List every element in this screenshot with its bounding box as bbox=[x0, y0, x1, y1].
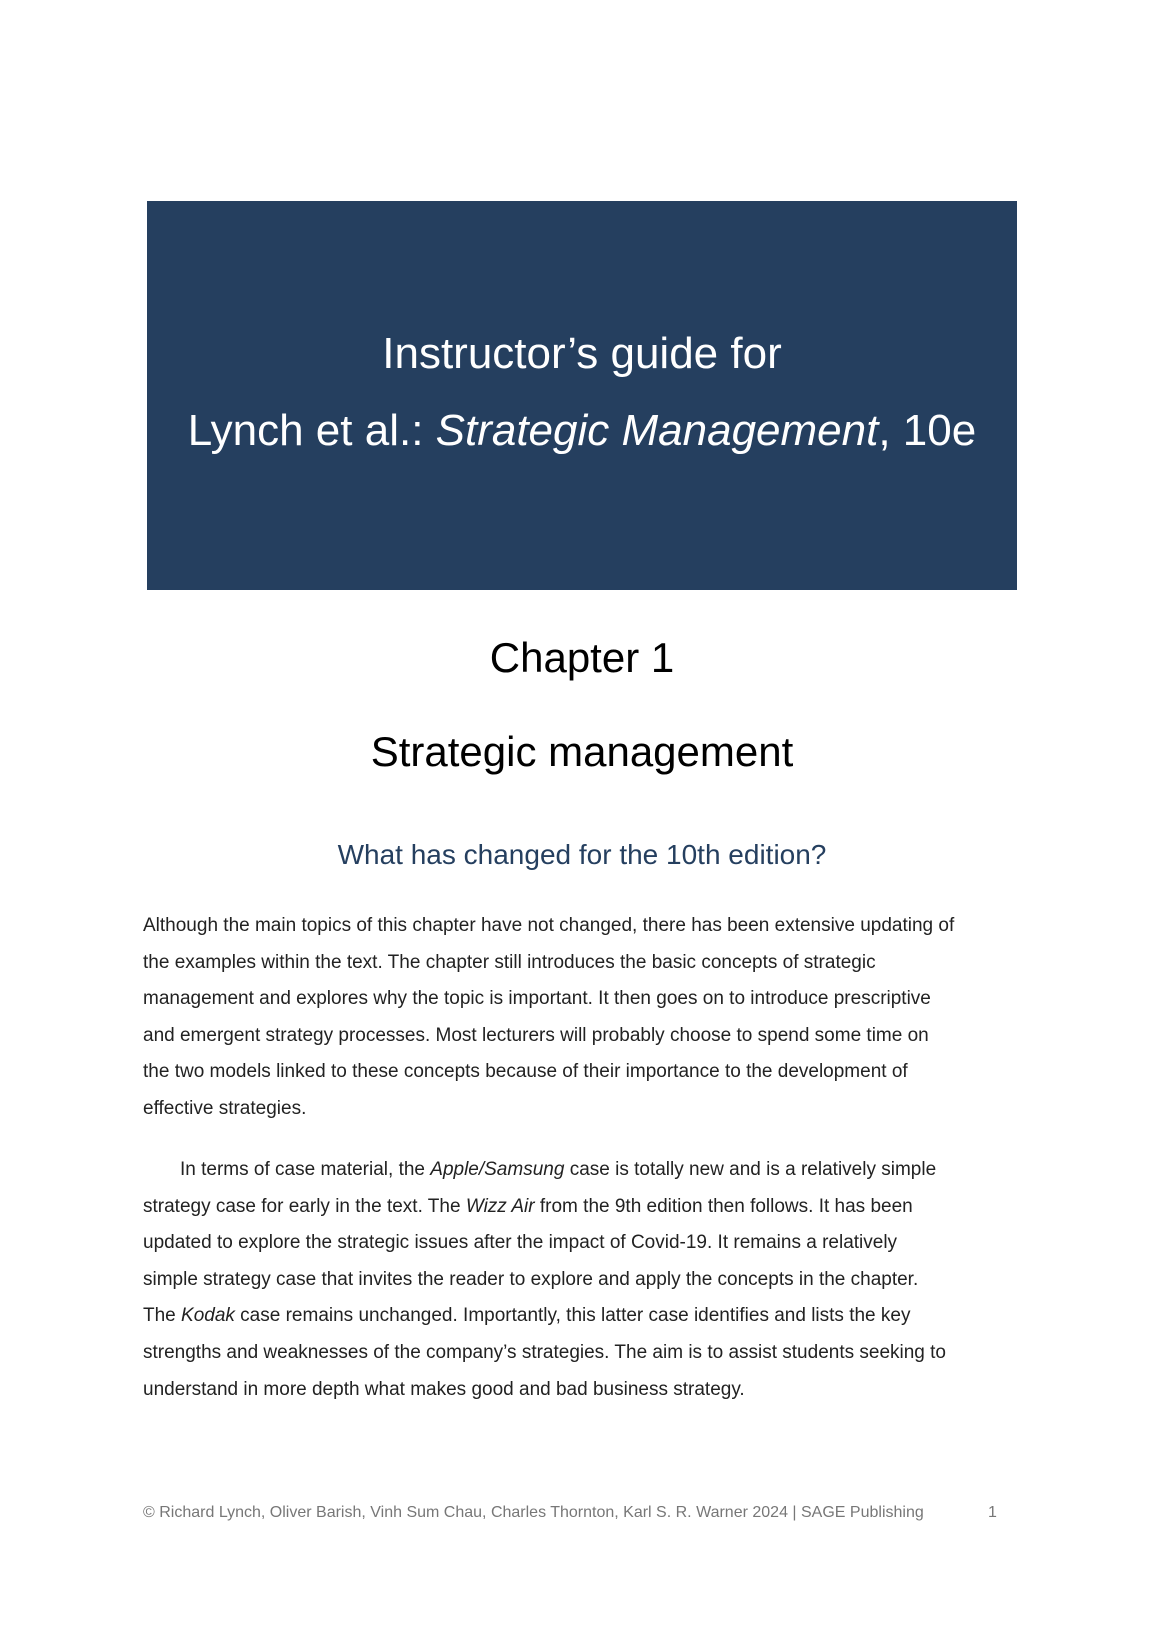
paragraph-case-material bbox=[143, 1152, 1023, 1408]
case-name-wizz-air: Wizz Air bbox=[465, 1195, 535, 1217]
case-name-apple-samsung: Apple/Samsung bbox=[430, 1159, 565, 1180]
text-run: case remains unchanged. Importantly, this latter case identifies and lists the key bbox=[234, 1305, 911, 1327]
text-run: from the 9th edition then follows. It has been bbox=[534, 1195, 913, 1217]
paragraph-line: and emergent strategy processes. Most lecturers will probably choose to spend some time on bbox=[143, 1024, 929, 1046]
banner-authors: Lynch et al.: bbox=[187, 406, 436, 455]
banner-book-title bbox=[147, 401, 1017, 461]
paragraph-line: the two models linked to these concepts because of their importance to the development of bbox=[143, 1061, 908, 1083]
paragraph-line: understand in more depth what makes good and bad business strategy. bbox=[143, 1378, 745, 1400]
paragraph-line: the examples within the text. The chapter still introduces the basic concepts of strategic bbox=[143, 951, 876, 973]
section-heading: What has changed for the 10th edition? bbox=[337, 839, 827, 870]
paragraph-line: management and explores why the topic is important. It then goes on to introduce prescriptive bbox=[143, 988, 931, 1010]
chapter-title: Strategic management bbox=[370, 728, 794, 775]
paragraph-overview bbox=[143, 908, 1023, 1128]
chapter-number: Chapter 1 bbox=[489, 634, 675, 681]
text-run: case is totally new and is a relatively simple bbox=[564, 1159, 937, 1180]
title-banner bbox=[147, 201, 1017, 590]
text-run: In terms of case material, the bbox=[180, 1159, 431, 1180]
paragraph-line bbox=[143, 1298, 1023, 1335]
paragraph-line: updated to explore the strategic issues after the impact of Covid-19. It remains a relatively bbox=[143, 1232, 898, 1254]
footer-copyright: © Richard Lynch, Oliver Barish, Vinh Sum Chau, Charles Thornton, Karl S. R. Warner 2024 | SAGE Publishing bbox=[143, 1504, 924, 1521]
paragraph-line bbox=[143, 1152, 1023, 1189]
paragraph-line: Although the main topics of this chapter have not changed, there has been extensive updating of bbox=[143, 915, 955, 936]
text-run: strategy case for early in the text. The bbox=[143, 1195, 466, 1217]
banner-book-name: Strategic Management bbox=[435, 406, 879, 455]
banner-edition: , 10e bbox=[878, 406, 977, 455]
banner-guide-title: Instructor’s guide for bbox=[382, 329, 782, 378]
paragraph-line: effective strategies. bbox=[143, 1097, 307, 1119]
paragraph-line: simple strategy case that invites the reader to explore and apply the concepts in the chapter. bbox=[143, 1268, 919, 1290]
case-name-kodak: Kodak bbox=[181, 1305, 235, 1327]
paragraph-line bbox=[143, 1189, 1023, 1226]
page-number: 1 bbox=[988, 1504, 997, 1521]
paragraph-line: strengths and weaknesses of the company’s strategies. The aim is to assist students seeking to bbox=[143, 1341, 947, 1363]
text-run: The bbox=[143, 1305, 182, 1327]
